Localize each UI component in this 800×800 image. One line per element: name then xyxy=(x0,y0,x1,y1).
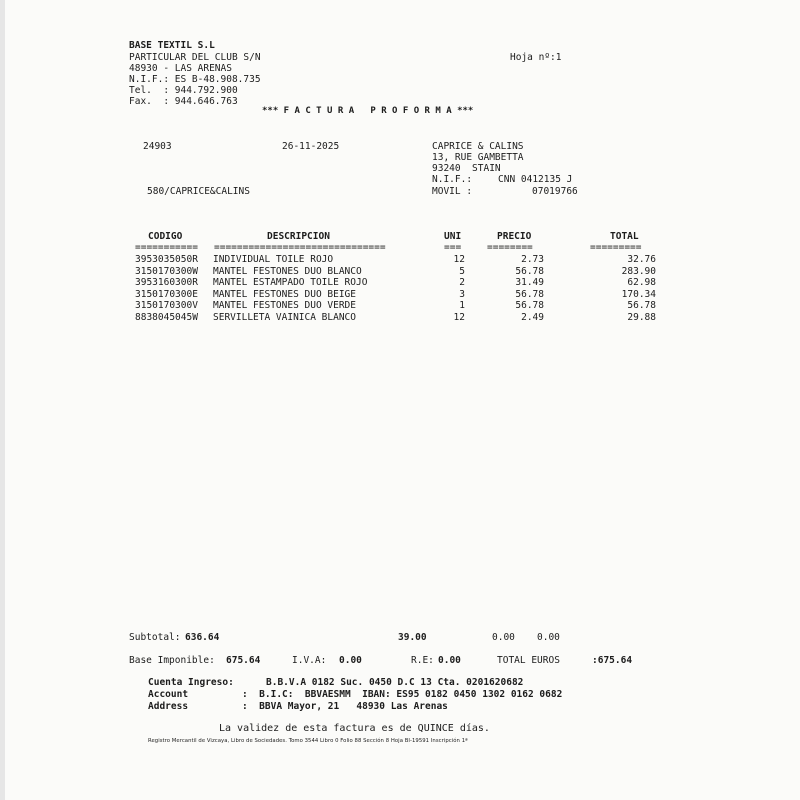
row-description: SERVILLETA VAINICA BLANCO xyxy=(213,312,356,323)
iva-label: I.V.A: xyxy=(292,655,327,666)
col-header-units: UNI xyxy=(444,231,462,242)
company-fax: Fax. : 944.646.763 xyxy=(129,96,238,107)
rule-description: ============================== xyxy=(214,242,386,253)
invoice-reference: 580/CAPRICE&CALINS xyxy=(147,186,250,197)
row-description: MANTEL FESTONES DUO VERDE xyxy=(213,300,356,311)
row-price: 56.78 xyxy=(515,266,544,277)
totals-col2: 39.00 xyxy=(398,632,427,643)
row-total: 283.90 xyxy=(621,266,656,277)
base-value: 675.64 xyxy=(226,655,261,666)
col-header-description: DESCRIPCION xyxy=(267,231,330,242)
col-header-price: PRECIO xyxy=(497,231,532,242)
row-code: 3953035050R xyxy=(135,254,198,265)
total-label: TOTAL EUROS xyxy=(497,655,560,666)
row-description: MANTEL ESTAMPADO TOILE ROJO xyxy=(213,277,368,288)
row-units: 1 xyxy=(459,300,465,311)
row-units: 12 xyxy=(453,254,465,265)
row-price: 56.78 xyxy=(515,289,544,300)
rule-units: === xyxy=(444,242,462,253)
subtotal-label: Subtotal: xyxy=(129,632,181,643)
row-code: 3150170300E xyxy=(135,289,198,300)
row-code: 3150170300V xyxy=(135,300,198,311)
bank-account-label: Account xyxy=(148,689,189,700)
row-units: 2 xyxy=(459,277,465,288)
totals-col3: 0.00 xyxy=(492,632,515,643)
subtotal-value: 636.64 xyxy=(185,632,220,643)
row-price: 2.49 xyxy=(521,312,544,323)
validity-note: La validez de esta factura es de QUINCE días. xyxy=(219,723,490,734)
customer-city: 93240 STAIN xyxy=(432,163,501,174)
row-units: 5 xyxy=(459,266,465,277)
customer-nif-label: N.I.F.: xyxy=(432,174,473,185)
document-title: *** F A C T U R A P R O F O R M A *** xyxy=(262,106,474,116)
invoice-number: 24903 xyxy=(143,141,172,152)
totals-col4: 0.00 xyxy=(537,632,560,643)
sheet-number: Hoja nº:1 xyxy=(510,52,562,63)
customer-movil: 07019766 xyxy=(532,186,578,197)
row-description: MANTEL FESTONES DUO BLANCO xyxy=(213,266,362,277)
bank-cuenta-label: Cuenta Ingreso: xyxy=(148,677,234,688)
col-header-total: TOTAL xyxy=(610,231,639,242)
company-nif: N.I.F.: ES B-48.908.735 xyxy=(129,74,261,85)
row-total: 32.76 xyxy=(627,254,656,265)
customer-name: CAPRICE & CALINS xyxy=(432,141,524,152)
bank-account: : B.I.C: BBVAESMM IBAN: ES95 0182 0450 1302 0162 0682 xyxy=(242,689,563,700)
row-description: INDIVIDUAL TOILE ROJO xyxy=(213,254,334,265)
row-price: 31.49 xyxy=(515,277,544,288)
company-tel: Tel. : 944.792.900 xyxy=(129,85,238,96)
row-total: 29.88 xyxy=(627,312,656,323)
page-edge-shadow xyxy=(0,0,5,800)
row-total: 170.34 xyxy=(621,289,656,300)
rule-code: =========== xyxy=(135,242,198,253)
row-price: 56.78 xyxy=(515,300,544,311)
company-city: 48930 - LAS ARENAS xyxy=(129,63,232,74)
col-header-code: CODIGO xyxy=(148,231,183,242)
row-code: 3150170300W xyxy=(135,266,198,277)
row-code: 8838045045W xyxy=(135,312,198,323)
rule-total: ========= xyxy=(590,242,642,253)
company-name: BASE TEXTIL S.L xyxy=(129,40,215,51)
registry-note: Registro Mercantil de Vizcaya, Libro de Sociedades. Tomo 3544 Libro 0 Folio 88 Sección 8 Hoja BI-19591 Inscripción 1ª xyxy=(148,738,468,744)
re-value: 0.00 xyxy=(438,655,461,666)
bank-address-label: Address xyxy=(148,701,189,712)
base-label: Base Imponible: xyxy=(129,655,215,666)
customer-nif: CNN 0412135 J xyxy=(498,174,573,185)
invoice-date: 26-11-2025 xyxy=(282,141,340,152)
total-value: :675.64 xyxy=(592,655,633,666)
row-units: 3 xyxy=(459,289,465,300)
bank-cuenta: B.B.V.A 0182 Suc. 0450 D.C 13 Cta. 0201620682 xyxy=(266,677,524,688)
row-units: 12 xyxy=(453,312,465,323)
rule-price: ======== xyxy=(487,242,533,253)
customer-street: 13, RUE GAMBETTA xyxy=(432,152,524,163)
iva-value: 0.00 xyxy=(339,655,362,666)
bank-address: : BBVA Mayor, 21 48930 Las Arenas xyxy=(242,701,448,712)
company-address: PARTICULAR DEL CLUB S/N xyxy=(129,52,261,63)
row-total: 56.78 xyxy=(627,300,656,311)
row-code: 3953160300R xyxy=(135,277,198,288)
row-description: MANTEL FESTONES DUO BEIGE xyxy=(213,289,356,300)
row-total: 62.98 xyxy=(627,277,656,288)
re-label: R.E: xyxy=(411,655,434,666)
customer-movil-label: MOVIL : xyxy=(432,186,473,197)
row-price: 2.73 xyxy=(521,254,544,265)
